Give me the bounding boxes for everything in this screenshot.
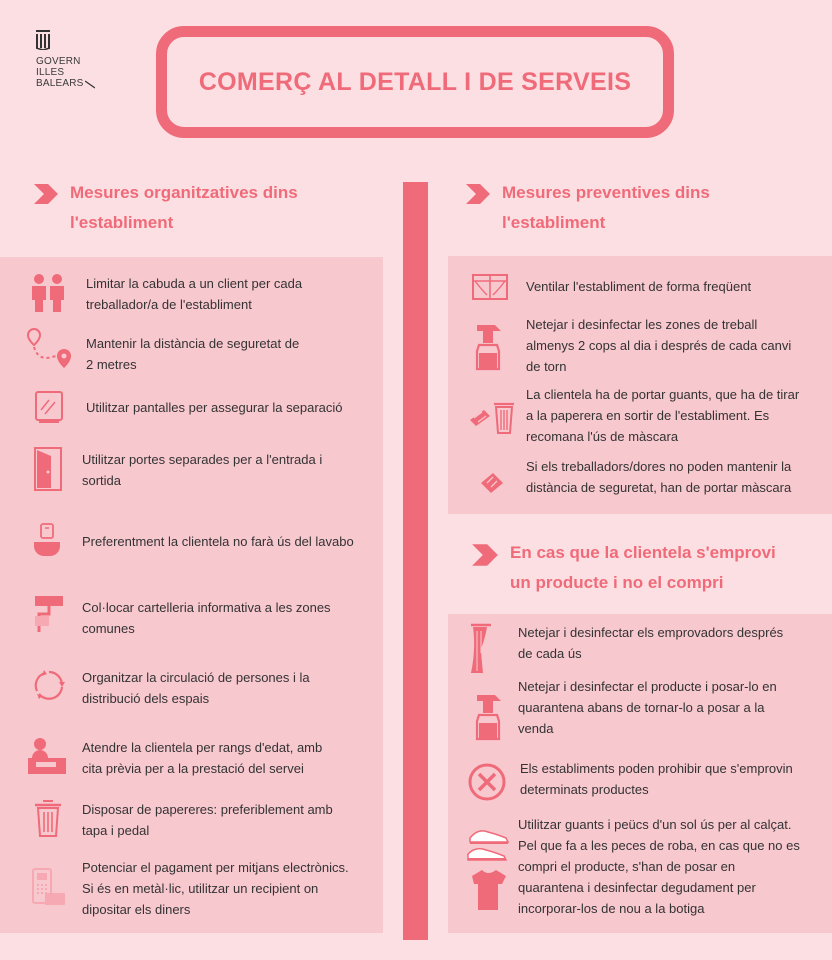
govern-logo <box>36 30 116 89</box>
chevron-right-icon <box>470 540 500 570</box>
item-text: Mantenir la distància de seguretat de <box>86 336 300 351</box>
door-icon <box>33 446 63 492</box>
item-text: Si és en metàl·lic, utilitzar un recipient on <box>82 881 319 896</box>
center-divider <box>403 182 428 940</box>
right-top-measures-panel <box>448 256 832 514</box>
item-text: Disposar de papereres: preferiblement amb <box>82 802 333 817</box>
chevron-right-icon <box>32 180 60 208</box>
item-text: distribució dels espais <box>82 691 210 706</box>
cycle-arrows-icon <box>33 669 65 701</box>
item-text: incorporar-los de nou a la botiga <box>518 901 705 916</box>
item-text: determinats productes <box>520 782 649 797</box>
item-text: compri el producte, s'han de posar en <box>518 859 736 874</box>
item-text: recomana l'ús de màscara <box>526 429 679 444</box>
item-text: de torn <box>526 359 567 374</box>
item-text: Utilitzar portes separades per a l'entrada i <box>82 452 323 467</box>
item-text: sortida <box>82 473 122 488</box>
logo-line: GOVERN <box>36 56 81 67</box>
trash-bin-icon <box>33 798 63 838</box>
washbasin-icon <box>32 522 62 560</box>
reception-desk-icon <box>26 734 68 776</box>
item-text: distància de seguretat, han de portar màscara <box>526 480 792 495</box>
item-text: Col·locar cartelleria informativa a les zones <box>82 600 331 615</box>
item-text: Netejar i desinfectar el producte i posar-lo en <box>518 679 777 694</box>
left-measures-panel <box>0 257 383 933</box>
heading-line: Mesures organitzatives dins <box>70 183 298 202</box>
spray-bottle-icon <box>473 691 503 741</box>
item-text: Si els treballadors/dores no poden mantenir la <box>526 459 792 474</box>
glove-bin-icon <box>466 398 518 436</box>
heading-line: En cas que la clientela s'emprovi <box>510 543 776 562</box>
right-bottom-measures-panel <box>448 614 832 933</box>
item-text: 2 metres <box>86 357 137 372</box>
spray-bottle-icon <box>473 321 503 371</box>
item-text: de cada ús <box>518 646 582 661</box>
logo-slash-icon <box>85 79 95 89</box>
card-terminal-icon <box>29 867 67 907</box>
page-title: COMERÇ AL DETALL I DE SERVEIS <box>198 67 632 96</box>
heading-line: l'establiment <box>502 213 606 232</box>
distance-route-icon <box>26 327 74 371</box>
item-text: Utilitzar guants i peücs d'un sol ús per al calçat. <box>518 817 792 832</box>
mask-icon <box>477 469 505 495</box>
item-text: Limitar la cabuda a un client per cada <box>86 276 303 291</box>
right-top-section-heading <box>464 178 710 238</box>
item-text: Els establiments poden prohibir que s'emprovin <box>520 761 793 776</box>
shoe-shirt-icon <box>466 822 512 916</box>
logo-text <box>36 56 116 89</box>
item-text: almenys 2 cops al dia i després de cada canvi <box>526 338 792 353</box>
item-text: quarantena i desinfectar degudament per <box>518 880 756 895</box>
screen-panel-icon <box>33 390 65 426</box>
item-text: Utilitzar pantalles per assegurar la separació <box>86 400 343 415</box>
item-text: Netejar i desinfectar els emprovadors després <box>518 625 784 640</box>
item-text: venda <box>518 721 554 736</box>
logo-line: BALEARS <box>36 78 84 89</box>
heading-line: un producte i no el compri <box>510 573 724 592</box>
item-text: Ventilar l'establiment de forma freqüent <box>526 279 752 294</box>
item-text: Preferentment la clientela no farà ús del lavabo <box>82 534 354 549</box>
right-bottom-section-heading <box>470 538 776 598</box>
item-text: tapa i pedal <box>82 823 150 838</box>
item-text: Potenciar el pagament per mitjans electrònics. <box>82 860 349 875</box>
item-text: a la paperera en sortir de l'establiment. Es <box>526 408 770 423</box>
item-text: Netejar i desinfectar les zones de treball <box>526 317 758 332</box>
item-text: dipositar els diners <box>82 902 191 917</box>
window-icon <box>471 273 509 301</box>
paint-roller-icon <box>31 594 65 636</box>
item-text: La clientela ha de portar guants, que ha de tirar <box>526 387 800 402</box>
left-section-heading <box>32 178 298 238</box>
title-box <box>156 26 674 138</box>
logo-line: ILLES <box>36 67 65 78</box>
item-text: Pel que fa a les peces de roba, en cas que no es <box>518 838 800 853</box>
item-text: Atendre la clientela per rangs d'edat, amb <box>82 740 323 755</box>
coat-of-arms-icon <box>36 30 50 50</box>
people-icon <box>29 272 67 314</box>
heading-line: l'establiment <box>70 213 174 232</box>
item-text: treballador/a de l'establiment <box>86 297 252 312</box>
chevron-right-icon <box>464 180 492 208</box>
item-text: quarantena abans de tornar-lo a posar a la <box>518 700 765 715</box>
item-text: comunes <box>82 621 135 636</box>
item-text: Organitzar la circulació de persones i la <box>82 670 310 685</box>
item-text: cita prèvia per a la prestació del servei <box>82 761 304 776</box>
prohibited-icon <box>467 762 507 802</box>
heading-line: Mesures preventives dins <box>502 183 710 202</box>
curtain-icon <box>467 623 495 675</box>
